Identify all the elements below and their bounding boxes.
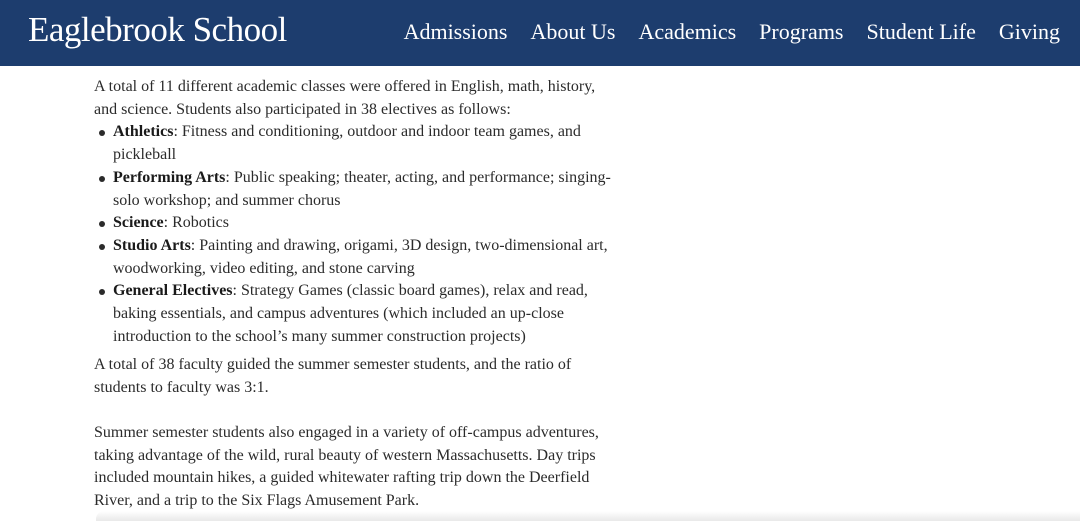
nav-item-programs[interactable]: Programs xyxy=(759,19,844,44)
nav-item-about-us[interactable]: About Us xyxy=(530,19,616,44)
list-item xyxy=(113,280,619,348)
bottom-shadow xyxy=(96,511,1080,521)
list-item xyxy=(113,167,619,212)
main-nav xyxy=(381,19,1060,45)
elective-text: : Painting and drawing, origami, 3D design, two-dimensional art, woodworking, video editing, and stone carving xyxy=(113,236,608,277)
electives-list xyxy=(94,121,619,348)
intro-paragraph: A total of 11 different academic classes were offered in English, math, history, and science. Students also participated in 38 electives as follows: xyxy=(94,78,596,118)
site-logo[interactable]: Eaglebrook School xyxy=(28,10,287,49)
nav-item-giving[interactable]: Giving xyxy=(998,19,1060,44)
adventures-paragraph: Summer semester students also engaged in a variety of off-campus adventures, taking advantage of the wild, rural beauty of western Massachusetts. Day trips included mountain hikes, a guided whitewater rafting trip down the Deerfield River, and a trip to the Six Flags Amusement Park. xyxy=(94,423,599,509)
elective-text: : Fitness and conditioning, outdoor and indoor team games, and pickleball xyxy=(113,123,581,164)
nav-item-academics[interactable]: Academics xyxy=(638,19,737,44)
elective-label: Performing Arts xyxy=(113,168,226,186)
elective-text: : Strategy Games (classic board games), relax and read, baking essentials, and campus adventures (which included an up-close introduction to the school’s many summer construction projects) xyxy=(113,282,588,345)
list-item xyxy=(113,121,619,166)
elective-label: Studio Arts xyxy=(113,236,191,254)
elective-label: Athletics xyxy=(113,123,174,141)
elective-text: : Robotics xyxy=(163,214,229,232)
list-item xyxy=(113,212,619,235)
elective-label: General Electives xyxy=(113,282,233,300)
elective-label: Science xyxy=(113,214,164,232)
elective-text: : Public speaking; theater, acting, and performance; singing-solo workshop; and summer chorus xyxy=(113,168,611,209)
article-body xyxy=(94,76,619,513)
nav-item-student-life[interactable]: Student Life xyxy=(866,19,976,44)
nav-item-admissions[interactable]: Admissions xyxy=(403,19,508,44)
list-item xyxy=(113,235,619,280)
faculty-paragraph: A total of 38 faculty guided the summer semester students, and the ratio of students to faculty was 3:1. xyxy=(94,356,572,397)
site-header xyxy=(0,0,1080,66)
